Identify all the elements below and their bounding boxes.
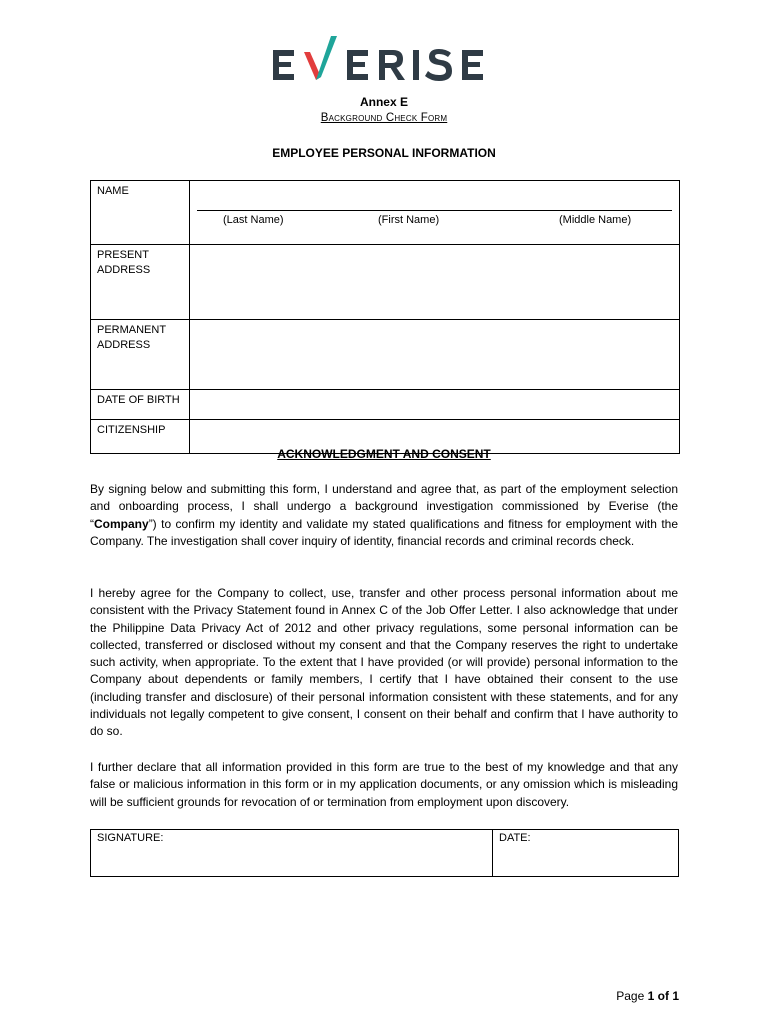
- present-address-label: PRESENT ADDRESS: [91, 245, 190, 320]
- logo-check-teal: [316, 36, 337, 80]
- date-field[interactable]: [493, 830, 679, 877]
- company-term: Company: [94, 516, 149, 531]
- everise-logo-mark: [273, 34, 495, 82]
- ack-section-title: ACKNOWLEDGMENT AND CONSENT: [277, 447, 491, 461]
- page-prefix: Page: [616, 989, 645, 1003]
- name-row: [91, 181, 680, 245]
- signature-row: [91, 830, 679, 877]
- logo-letter-r: [379, 50, 405, 80]
- date-of-birth-label: DATE OF BIRTH: [91, 390, 190, 420]
- last-name-label: (Last Name): [223, 214, 284, 226]
- permanent-address-label: PERMANENT ADDRESS: [91, 320, 190, 390]
- form-title: Background Check Form: [320, 112, 448, 124]
- p1-start: By signing below and submitting this form, I understand and agree that, as part of the employment selection and onboarding process, I shall undergo a background investigation commissioned by Everise (the “: [90, 482, 678, 531]
- name-label: NAME: [91, 181, 190, 245]
- consent-paragraph-1: [90, 481, 678, 550]
- present-address-field[interactable]: [190, 245, 680, 320]
- page-current: 1: [647, 989, 655, 1003]
- first-name-label: (First Name): [378, 214, 440, 226]
- everise-logo: [0, 34, 768, 82]
- logo-letter-e3: [462, 50, 483, 80]
- present-address-row: [91, 245, 680, 320]
- date-of-birth-row: [91, 390, 680, 420]
- logo-letter-i: [413, 50, 419, 80]
- annex-label: Annex E: [359, 95, 408, 109]
- middle-name-label: (Middle Name): [559, 214, 632, 226]
- employee-section-title: EMPLOYEE PERSONAL INFORMATION: [272, 146, 496, 160]
- logo-letter-e2: [347, 50, 368, 80]
- signature-label: SIGNATURE:: [97, 832, 164, 844]
- page-of: of: [657, 989, 669, 1003]
- name-underline: [197, 210, 672, 211]
- permanent-address-field[interactable]: [190, 320, 680, 390]
- consent-paragraph-2: I hereby agree for the Company to collect, use, transfer and other process personal information about me consistent with the Privacy Statement found in Annex C of the Job Offer Letter. I also acknowledge that under the Philippine Data Privacy Act of 2012 and other privacy regulations, some personal information can be collected, transferred or disclosed without my consent and that the Company reserves the right to undertake such activity, when appropriate. To the extent that I have provided (or will provide) personal information to the Company about dependents or family members, I certify that I have obtained their consent to the use (including transfer and disclosure) of their personal information consistent with these statements, and for any individuals not legally competent to give consent, I consent on their behalf and confirm that I have authority to do so.: [90, 586, 678, 739]
- signature-table: [90, 829, 679, 877]
- consent-paragraph-3: I further declare that all information provided in this form are true to the best of my knowledge and that any false or malicious information in this form or in my application documents, or any omission which is misleading will be sufficient grounds for revocation of or termination from employment upon discovery.: [90, 760, 678, 809]
- citizenship-label: CITIZENSHIP: [91, 420, 190, 454]
- logo-letter-e: [273, 50, 294, 80]
- date-label: DATE:: [499, 832, 531, 844]
- employee-info-table: [90, 180, 680, 454]
- page-total: 1: [672, 989, 679, 1003]
- page-number: [616, 989, 679, 1003]
- permanent-address-row: [91, 320, 680, 390]
- signature-field[interactable]: [91, 830, 493, 877]
- logo-letter-s: [425, 49, 452, 81]
- date-of-birth-field[interactable]: [190, 390, 680, 420]
- name-field[interactable]: [190, 181, 680, 245]
- p1-end: ”) to confirm my identity and validate my stated qualifications and fitness for employment with the Company. The investigation shall cover inquiry of identity, financial records and criminal records check.: [90, 516, 678, 548]
